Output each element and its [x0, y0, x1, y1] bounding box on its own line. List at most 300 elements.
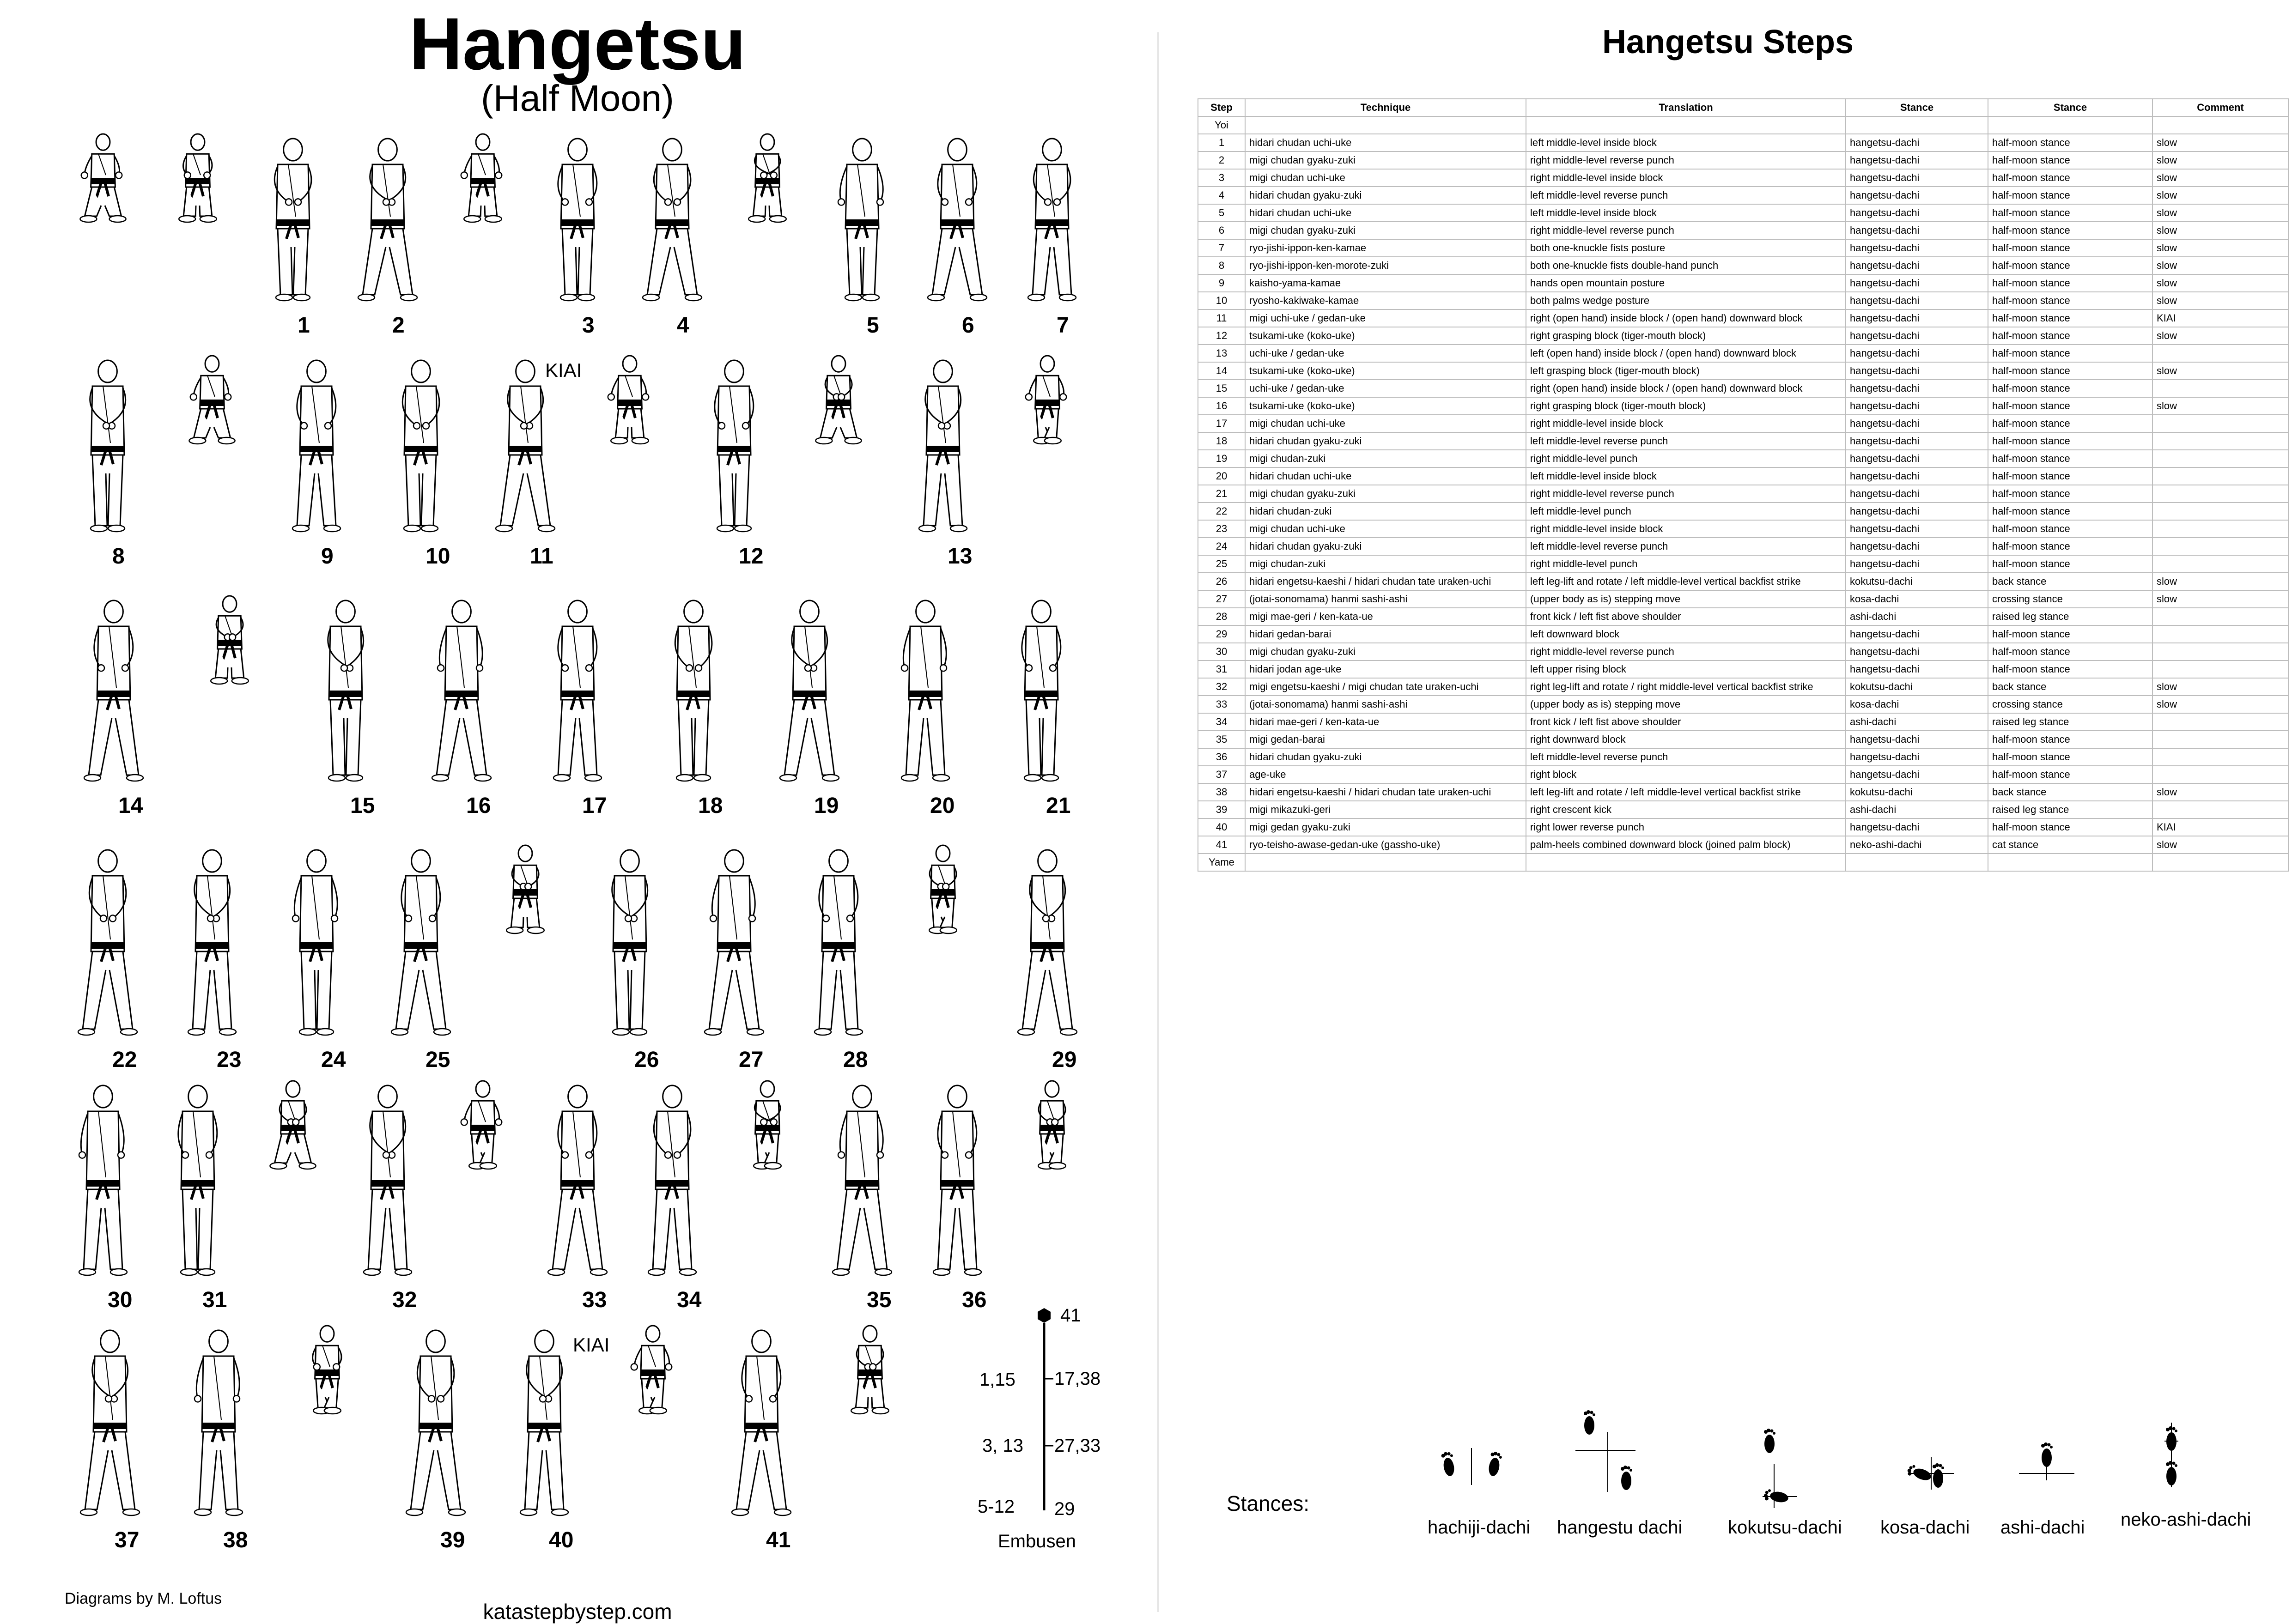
table-cell: age-uke: [1245, 766, 1526, 783]
table-cell: [1245, 116, 1526, 134]
table-row: [1198, 467, 2288, 485]
stance-item: [2121, 1404, 2222, 1501]
table-cell: 24: [1198, 538, 1245, 555]
kata-figure-icon: [804, 845, 873, 1039]
table-cell: half-moon stance: [1988, 187, 2152, 204]
table-cell: hangetsu-dachi: [1846, 503, 1988, 520]
table-cell: [2152, 345, 2288, 362]
table-cell: half-moon stance: [1988, 327, 2152, 345]
table-cell: front kick / left fist above shoulder: [1526, 608, 1846, 625]
table-cell: hangetsu-dachi: [1846, 731, 1988, 748]
figure-step-number: 34: [677, 1288, 702, 1312]
table-cell: 3: [1198, 169, 1245, 187]
table-row: [1198, 766, 2288, 783]
kata-figure-icon: [177, 845, 247, 1039]
table-cell: slow: [2152, 257, 2288, 274]
kata-figure-icon: [638, 1081, 707, 1279]
table-cell: uchi-uke / gedan-uke: [1245, 380, 1526, 397]
table-cell: hangetsu-dachi: [1846, 467, 1988, 485]
table-cell: 25: [1198, 555, 1245, 573]
table-row: [1198, 187, 2288, 204]
figure-step-number: 35: [867, 1288, 892, 1312]
kata-figure-icon: [510, 1326, 579, 1520]
table-cell: 21: [1198, 485, 1245, 503]
table-cell: ashi-dachi: [1846, 608, 1988, 625]
table-cell: hangetsu-dachi: [1846, 766, 1988, 783]
table-cell: ryo-teisho-awase-gedan-uke (gassho-uke): [1245, 836, 1526, 854]
figure-step-number: 24: [321, 1048, 346, 1072]
kata-figure-icon: [1007, 596, 1076, 785]
table-row: [1198, 783, 2288, 801]
figure-step-number: 29: [1052, 1048, 1077, 1072]
table-cell: half-moon stance: [1988, 661, 2152, 678]
table-cell: back stance: [1988, 573, 2152, 590]
table-cell: hangetsu-dachi: [1846, 818, 1988, 836]
table-cell: hangetsu-dachi: [1846, 397, 1988, 415]
inset-figure-icon: [500, 841, 551, 938]
embusen-label: Embusen: [998, 1531, 1076, 1551]
kata-figure-icon: [68, 1081, 138, 1279]
table-cell: hangetsu-dachi: [1846, 625, 1988, 643]
figure-step-number: 11: [530, 544, 553, 569]
figure-step-number: 41: [766, 1528, 791, 1552]
table-cell: hidari mae-geri / ken-kata-ue: [1245, 713, 1526, 731]
inset-figure-icon: [78, 129, 128, 226]
table-cell: right grasping block (tiger-mouth block): [1526, 327, 1846, 345]
kata-figure-icon: [79, 596, 148, 785]
kiai-label: KIAI: [573, 1334, 610, 1356]
table-cell: half-moon stance: [1988, 643, 2152, 661]
table-row: [1198, 555, 2288, 573]
stance-name: hachiji-dachi: [1428, 1517, 1531, 1538]
table-cell: 6: [1198, 222, 1245, 239]
table-cell: right middle-level punch: [1526, 555, 1846, 573]
table-cell: cat stance: [1988, 836, 2152, 854]
table-cell: [1846, 854, 1988, 871]
table-cell: half-moon stance: [1988, 555, 2152, 573]
table-cell: 14: [1198, 362, 1245, 380]
table-cell: migi mikazuki-geri: [1245, 801, 1526, 818]
table-row: [1198, 661, 2288, 678]
table-cell: 41: [1198, 836, 1245, 854]
table-body: [1198, 116, 2288, 871]
table-cell: 31: [1198, 661, 1245, 678]
embusen-diagram: [970, 1303, 1146, 1561]
table-cell: ryo-jishi-ippon-ken-kamae: [1245, 239, 1526, 257]
table-cell: hangetsu-dachi: [1846, 415, 1988, 432]
table-cell: 1: [1198, 134, 1245, 151]
kata-figure-icon: [827, 1081, 897, 1279]
table-cell: [1988, 854, 2152, 871]
table-cell: slow: [2152, 239, 2288, 257]
table-cell: hangetsu-dachi: [1846, 450, 1988, 467]
embusen-line-icon: [970, 1303, 1146, 1515]
table-row: [1198, 538, 2288, 555]
kata-figure-icon: [73, 845, 142, 1039]
inset-figure-icon: [627, 1321, 678, 1418]
table-cell: kosa-dachi: [1846, 696, 1988, 713]
table-cell: hands open mountain posture: [1526, 274, 1846, 292]
table-cell: slow: [2152, 397, 2288, 415]
table-cell: [1245, 854, 1526, 871]
figure-step-number: 16: [466, 794, 491, 818]
table-header-row: [1198, 99, 2288, 116]
table-row: [1198, 818, 2288, 836]
figure-step-number: 23: [217, 1048, 242, 1072]
table-cell: half-moon stance: [1988, 257, 2152, 274]
kata-figure-icon: [282, 845, 351, 1039]
table-cell: right downward block: [1526, 731, 1846, 748]
table-cell: migi chudan uchi-uke: [1245, 169, 1526, 187]
table-cell: hangetsu-dachi: [1846, 432, 1988, 450]
table-cell: [2152, 485, 2288, 503]
table-cell: half-moon stance: [1988, 292, 2152, 309]
table-cell: migi uchi-uke / gedan-uke: [1245, 309, 1526, 327]
table-cell: hangetsu-dachi: [1846, 538, 1988, 555]
inset-figure-icon: [268, 1076, 318, 1173]
table-cell: [2152, 116, 2288, 134]
table-cell: half-moon stance: [1988, 169, 2152, 187]
table-cell: left (open hand) inside block / (open hand) downward block: [1526, 345, 1846, 362]
table-row: [1198, 415, 2288, 432]
kata-figure-icon: [1013, 845, 1082, 1039]
table-cell: half-moon stance: [1988, 520, 2152, 538]
stance-name: kokutsu-dachi: [1728, 1517, 1842, 1538]
table-cell: back stance: [1988, 678, 2152, 696]
table-cell: KIAI: [2152, 309, 2288, 327]
table-row: [1198, 573, 2288, 590]
kata-figure-icon: [699, 845, 769, 1039]
inset-figure-icon: [204, 591, 255, 688]
table-cell: left middle-level reverse punch: [1526, 432, 1846, 450]
kata-figure-icon: [827, 134, 897, 305]
table-header-cell: Step: [1198, 99, 1245, 116]
table-row: [1198, 257, 2288, 274]
stance-item: [1880, 1404, 1982, 1501]
figure-step-number: 40: [549, 1528, 574, 1552]
table-cell: half-moon stance: [1988, 204, 2152, 222]
stance-item: [1557, 1404, 1659, 1501]
table-cell: right lower reverse punch: [1526, 818, 1846, 836]
table-cell: slow: [2152, 169, 2288, 187]
table-cell: right crescent kick: [1526, 801, 1846, 818]
kata-figure-icon: [75, 1326, 145, 1520]
table-cell: raised leg stance: [1988, 801, 2152, 818]
inset-figure-icon: [457, 1076, 508, 1173]
table-cell: back stance: [1988, 783, 2152, 801]
table-cell: migi chudan gyaku-zuki: [1245, 151, 1526, 169]
table-cell: hangetsu-dachi: [1846, 485, 1988, 503]
table-cell: (upper body as is) stepping move: [1526, 696, 1846, 713]
kata-title: Hangetsu: [409, 2, 746, 85]
figure-step-number: 19: [814, 794, 839, 818]
table-cell: [2152, 503, 2288, 520]
kata-figure-icon: [638, 134, 707, 305]
figure-step-number: 32: [392, 1288, 417, 1312]
stance-name: kosa-dachi: [1880, 1517, 1970, 1538]
table-cell: 17: [1198, 415, 1245, 432]
table-row: [1198, 327, 2288, 345]
table-cell: left leg-lift and rotate / left middle-level vertical backfist strike: [1526, 573, 1846, 590]
table-cell: migi chudan gyaku-zuki: [1245, 222, 1526, 239]
table-row: [1198, 696, 2288, 713]
table-cell: hangetsu-dachi: [1846, 643, 1988, 661]
figure-step-number: 13: [948, 544, 973, 569]
table-cell: both one-knuckle fists posture: [1526, 239, 1846, 257]
table-cell: 13: [1198, 345, 1245, 362]
table-cell: migi chudan uchi-uke: [1245, 415, 1526, 432]
table-cell: 35: [1198, 731, 1245, 748]
figure-step-number: 5: [867, 313, 879, 338]
kata-figure-icon: [386, 845, 456, 1039]
table-cell: slow: [2152, 151, 2288, 169]
table-cell: [2152, 801, 2288, 818]
table-cell: left middle-level inside block: [1526, 467, 1846, 485]
table-cell: half-moon stance: [1988, 309, 2152, 327]
table-cell: 34: [1198, 713, 1245, 731]
kata-figure-icon: [923, 134, 992, 305]
table-row: [1198, 151, 2288, 169]
kata-figure-icon: [543, 1081, 612, 1279]
table-cell: hidari gedan-barai: [1245, 625, 1526, 643]
table-cell: 29: [1198, 625, 1245, 643]
table-cell: 2: [1198, 151, 1245, 169]
table-cell: half-moon stance: [1988, 818, 2152, 836]
figure-step-number: 21: [1046, 794, 1071, 818]
table-cell: slow: [2152, 836, 2288, 854]
table-cell: crossing stance: [1988, 590, 2152, 608]
table-cell: right leg-lift and rotate / right middle-level vertical backfist strike: [1526, 678, 1846, 696]
table-row: [1198, 432, 2288, 450]
kata-figure-icon: [311, 596, 380, 785]
table-header-cell: Technique: [1245, 99, 1526, 116]
table-cell: 40: [1198, 818, 1245, 836]
table-cell: right middle-level reverse punch: [1526, 222, 1846, 239]
table-cell: migi chudan gyaku-zuki: [1245, 643, 1526, 661]
table-cell: left middle-level reverse punch: [1526, 538, 1846, 555]
figure-step-number: 37: [115, 1528, 140, 1552]
table-cell: slow: [2152, 222, 2288, 239]
figure-step-number: 39: [440, 1528, 465, 1552]
table-cell: [2152, 608, 2288, 625]
stance-item: [1428, 1404, 1529, 1501]
table-cell: migi mae-geri / ken-kata-ue: [1245, 608, 1526, 625]
kata-figure-icon: [427, 596, 496, 785]
table-cell: 26: [1198, 573, 1245, 590]
embusen-right-mid: 17,38: [1054, 1369, 1101, 1389]
kata-figure-icon: [891, 596, 960, 785]
figure-step-number: 12: [739, 544, 764, 569]
table-cell: 23: [1198, 520, 1245, 538]
figure-step-number: 38: [223, 1528, 248, 1552]
stance-name: neko-ashi-dachi: [2121, 1509, 2251, 1530]
table-cell: 19: [1198, 450, 1245, 467]
table-cell: [2152, 731, 2288, 748]
table-row: [1198, 485, 2288, 503]
table-cell: half-moon stance: [1988, 134, 2152, 151]
table-row: [1198, 713, 2288, 731]
table-cell: half-moon stance: [1988, 450, 2152, 467]
table-cell: 11: [1198, 309, 1245, 327]
table-cell: half-moon stance: [1988, 239, 2152, 257]
kata-figure-icon: [699, 356, 769, 536]
inset-figure-icon: [457, 129, 508, 226]
table-cell: hidari chudan gyaku-zuki: [1245, 748, 1526, 766]
table-cell: uchi-uke / gedan-uke: [1245, 345, 1526, 362]
kata-figure-icon: [659, 596, 728, 785]
table-cell: half-moon stance: [1988, 731, 2152, 748]
table-cell: right grasping block (tiger-mouth block): [1526, 397, 1846, 415]
embusen-left-low: 3, 13: [982, 1436, 1023, 1456]
table-cell: [2152, 661, 2288, 678]
table-cell: [2152, 766, 2288, 783]
table-cell: migi chudan-zuki: [1245, 555, 1526, 573]
table-cell: hangetsu-dachi: [1846, 187, 1988, 204]
figure-step-number: 7: [1057, 313, 1069, 338]
table-cell: [2152, 854, 2288, 871]
kata-figure-icon: [163, 1081, 232, 1279]
table-cell: slow: [2152, 204, 2288, 222]
table-cell: front kick / left fist above shoulder: [1526, 713, 1846, 731]
table-row: [1198, 678, 2288, 696]
table-cell: migi gedan-barai: [1245, 731, 1526, 748]
table-cell: right middle-level inside block: [1526, 520, 1846, 538]
table-cell: half-moon stance: [1988, 151, 2152, 169]
embusen-bottom: 29: [1054, 1499, 1075, 1519]
table-cell: half-moon stance: [1988, 362, 2152, 380]
table-cell: half-moon stance: [1988, 345, 2152, 362]
steps-title: Hangetsu Steps: [1602, 24, 1854, 61]
table-cell: half-moon stance: [1988, 766, 2152, 783]
table-cell: left middle-level reverse punch: [1526, 748, 1846, 766]
table-cell: hangetsu-dachi: [1846, 222, 1988, 239]
inset-figure-icon: [918, 841, 968, 938]
table-cell: 8: [1198, 257, 1245, 274]
table-cell: migi chudan-zuki: [1245, 450, 1526, 467]
kata-figure-icon: [386, 356, 456, 536]
table-cell: [1526, 854, 1846, 871]
table-cell: left middle-level inside block: [1526, 134, 1846, 151]
stances-label: Stances:: [1227, 1491, 1309, 1515]
table-cell: kokutsu-dachi: [1846, 678, 1988, 696]
table-cell: right block: [1526, 766, 1846, 783]
table-header-cell: Stance: [1846, 99, 1988, 116]
embusen-left-bottom: 5-12: [978, 1497, 1015, 1517]
table-cell: hangetsu-dachi: [1846, 274, 1988, 292]
table-cell: tsukami-uke (koko-uke): [1245, 397, 1526, 415]
figure-step-number: 27: [739, 1048, 764, 1072]
table-cell: half-moon stance: [1988, 748, 2152, 766]
table-row: [1198, 380, 2288, 397]
table-cell: slow: [2152, 187, 2288, 204]
table-cell: 39: [1198, 801, 1245, 818]
table-cell: slow: [2152, 362, 2288, 380]
figure-step-number: 10: [426, 544, 450, 569]
kata-figure-icon: [595, 845, 664, 1039]
table-cell: [2152, 713, 2288, 731]
table-cell: (jotai-sonomama) hanmi sashi-ashi: [1245, 696, 1526, 713]
table-cell: [1846, 116, 1988, 134]
figure-step-number: 9: [321, 544, 334, 569]
table-cell: half-moon stance: [1988, 432, 2152, 450]
figure-step-number: 4: [677, 313, 689, 338]
kata-figure-icon: [1017, 134, 1087, 305]
kata-figure-icon: [727, 1326, 796, 1520]
inset-figure-icon: [172, 129, 223, 226]
table-cell: right middle-level inside block: [1526, 169, 1846, 187]
kata-figure-icon: [184, 1326, 253, 1520]
table-row: [1198, 836, 2288, 854]
kata-figure-icon: [543, 596, 612, 785]
table-cell: 32: [1198, 678, 1245, 696]
figure-step-number: 1: [298, 313, 310, 338]
table-cell: ryosho-kakiwake-kamae: [1245, 292, 1526, 309]
table-cell: hidari chudan gyaku-zuki: [1245, 432, 1526, 450]
table-row: [1198, 748, 2288, 766]
table-cell: slow: [2152, 327, 2288, 345]
table-cell: crossing stance: [1988, 696, 2152, 713]
table-row: [1198, 608, 2288, 625]
kata-figure-icon: [775, 596, 844, 785]
table-cell: [2152, 467, 2288, 485]
table-cell: both one-knuckle fists double-hand punch: [1526, 257, 1846, 274]
table-cell: ryo-jishi-ippon-ken-morote-zuki: [1245, 257, 1526, 274]
table-cell: hangetsu-dachi: [1846, 520, 1988, 538]
table-cell: hangetsu-dachi: [1846, 748, 1988, 766]
table-cell: 12: [1198, 327, 1245, 345]
table-cell: left middle-level inside block: [1526, 204, 1846, 222]
embusen-top: 41: [1060, 1305, 1081, 1326]
table-cell: kosa-dachi: [1846, 590, 1988, 608]
table-cell: half-moon stance: [1988, 625, 2152, 643]
figure-step-number: 25: [426, 1048, 450, 1072]
table-cell: left middle-level punch: [1526, 503, 1846, 520]
table-cell: [2152, 380, 2288, 397]
table-cell: half-moon stance: [1988, 415, 2152, 432]
table-row: [1198, 309, 2288, 327]
embusen-left-mid: 1,15: [979, 1369, 1015, 1390]
table-cell: left downward block: [1526, 625, 1846, 643]
inset-figure-icon: [302, 1321, 353, 1418]
table-cell: slow: [2152, 134, 2288, 151]
figure-step-number: 17: [582, 794, 607, 818]
table-cell: hangetsu-dachi: [1846, 292, 1988, 309]
table-cell: slow: [2152, 590, 2288, 608]
inset-figure-icon: [187, 351, 237, 448]
table-row: [1198, 362, 2288, 380]
table-cell: half-moon stance: [1988, 274, 2152, 292]
table-row: [1198, 292, 2288, 309]
table-cell: Yoi: [1198, 116, 1245, 134]
table-row: [1198, 345, 2288, 362]
table-row: [1198, 204, 2288, 222]
figure-step-number: 26: [634, 1048, 659, 1072]
table-cell: 15: [1198, 380, 1245, 397]
table-cell: half-moon stance: [1988, 222, 2152, 239]
table-cell: Yame: [1198, 854, 1245, 871]
table-cell: hidari chudan gyaku-zuki: [1245, 538, 1526, 555]
table-cell: right middle-level reverse punch: [1526, 643, 1846, 661]
table-cell: hidari chudan gyaku-zuki: [1245, 187, 1526, 204]
table-cell: hangetsu-dachi: [1846, 309, 1988, 327]
kata-figure-icon: [543, 134, 612, 305]
inset-figure-icon: [845, 1321, 895, 1418]
table-cell: neko-ashi-dachi: [1846, 836, 1988, 854]
table-cell: [2152, 450, 2288, 467]
figure-step-number: 6: [962, 313, 974, 338]
table-cell: slow: [2152, 292, 2288, 309]
table-cell: half-moon stance: [1988, 467, 2152, 485]
